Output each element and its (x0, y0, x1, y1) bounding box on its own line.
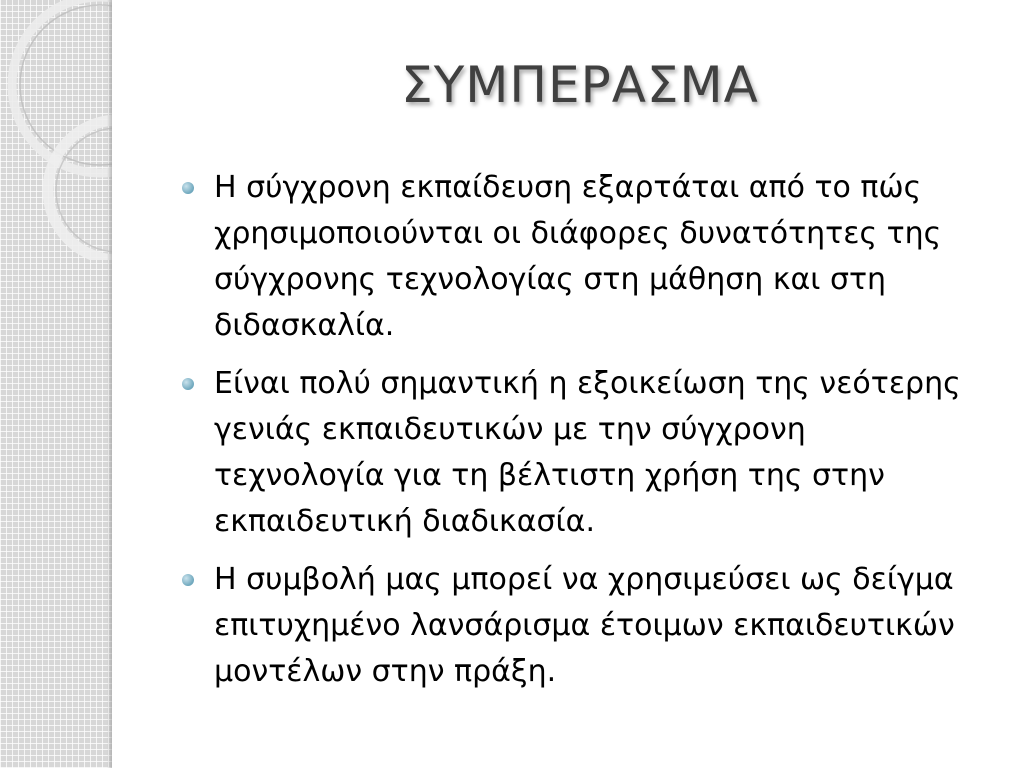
bullet-item (182, 165, 982, 349)
bullet-dot-icon (182, 574, 194, 586)
decorative-side-panel (0, 0, 112, 768)
decorative-rings (0, 0, 112, 260)
bullet-item (182, 557, 982, 695)
bullet-dot-icon (182, 378, 194, 390)
bullet-dot-icon (182, 182, 194, 194)
bullet-list (182, 165, 982, 707)
bullet-text: Είναι πολύ σημαντική η εξοικείωση της νεότερης γενιάς εκπαιδευτικών με την σύγχρονη τεχνολογία για τη βέλτιστη χρήση της στην εκπαιδευτική διαδικασία. (214, 366, 961, 539)
slide-title: ΣΥΜΠΕΡΑΣΜΑ (401, 56, 759, 114)
bullet-item (182, 361, 982, 545)
bullet-text: Η συμβολή μας μπορεί να χρησιμεύσει ως δείγμα επιτυχημένο λανσάρισμα έτοιμων εκπαιδευτικών μοντέλων στην πράξη. (214, 562, 955, 689)
bullet-text: Η σύγχρονη εκπαίδευση εξαρτάται από το πώς χρησιμοποιούνται οι διάφορες δυνατότητες της σύγχρονης τεχνολογίας στη μάθηση και στη διδασκαλία. (214, 170, 942, 343)
